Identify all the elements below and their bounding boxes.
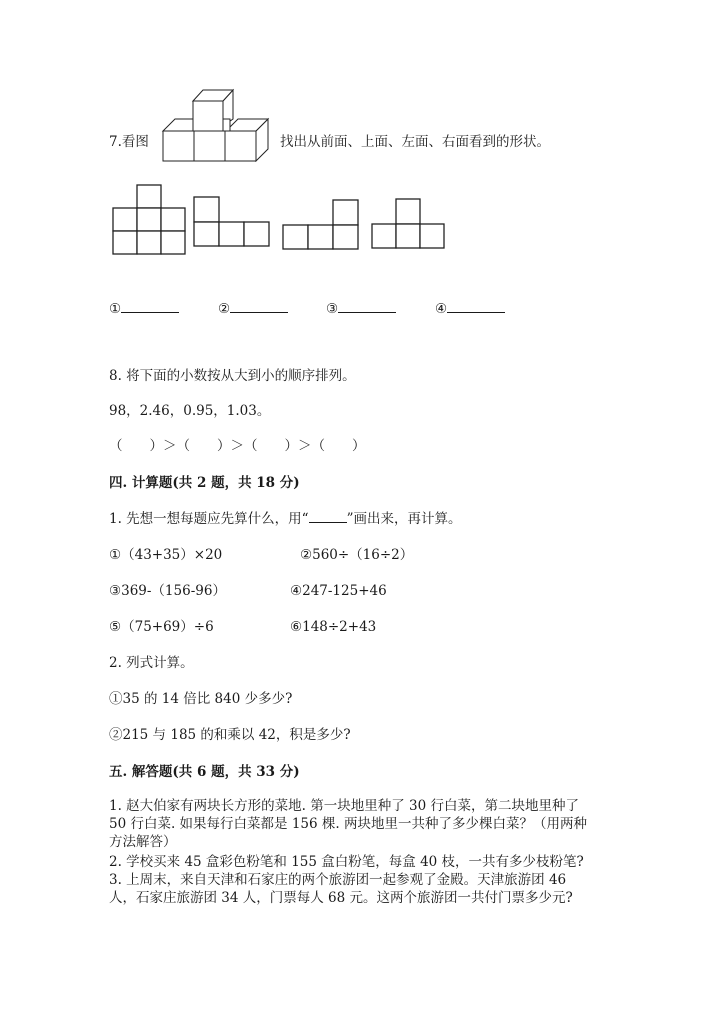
- s4-q2-title: 2. 列式计算。: [109, 655, 194, 671]
- s5-line-4: 2. 学校买来 45 盒彩色粉笔和 155 盒白粉笔，每盒 40 枝，一共有多少枝粉笔?: [109, 854, 584, 870]
- view-option-4-figure: [371, 197, 449, 251]
- view-option-2-figure: [192, 195, 272, 249]
- calc-item-6: ⑥148÷2+43: [290, 619, 377, 635]
- section4-heading: 四. 计算题(共 2 题，共 18 分): [109, 475, 300, 491]
- s5-line-2: 50 行白菜. 如果每行白菜都是 156 棵. 两块地里一共种了多少棵白菜？（用两种: [109, 816, 587, 832]
- q7-answer-3-blank[interactable]: [338, 300, 396, 313]
- s4-q2-item-2: ②215 与 185 的和乘以 42，积是多少?: [109, 727, 351, 743]
- section5-heading: 五. 解答题(共 6 题，共 33 分): [109, 764, 300, 780]
- s4-q1-text-a: 1. 先想一想每题应先算什么，用“: [109, 511, 309, 527]
- calc-item-2: ②560÷（16÷2）: [300, 547, 414, 563]
- q7-answer-2-label: ②: [218, 301, 231, 317]
- q7-answer-2-blank[interactable]: [230, 300, 288, 313]
- s5-line-5: 3. 上周末，来自天津和石家庄的两个旅游团一起参观了金殿。天津旅游团 46: [109, 872, 567, 888]
- view-option-3-figure: [282, 198, 362, 252]
- q8-numbers: 98，2.46，0.95，1.03。: [109, 403, 271, 419]
- q7-answer-4-label: ④: [435, 301, 448, 317]
- calc-item-4: ④247-125+46: [290, 583, 387, 599]
- q7-answer-1-label: ①: [109, 301, 122, 317]
- s5-line-6: 人，石家庄旅游团 34 人，门票每人 68 元。这两个旅游团一共付门票多少元?: [109, 890, 573, 906]
- cube-stack-figure: [160, 86, 276, 162]
- q7-prefix: 看图: [121, 134, 149, 150]
- calc-item-5: ⑤（75+69）÷6: [109, 619, 214, 635]
- s4-q2-item-1: ①35 的 14 倍比 840 少多少?: [109, 691, 293, 707]
- s4-q1-text-b: ”画出来，再计算。: [346, 511, 462, 527]
- s5-line-3: 方法解答）: [109, 834, 177, 850]
- q7-instruction: 找出从前面、上面、左面、右面看到的形状。: [280, 134, 550, 150]
- s4-q1-prompt: [109, 510, 461, 528]
- q8-prompt: 8. 将下面的小数按从大到小的顺序排列。: [109, 368, 356, 384]
- calc-item-1: ①（43+35）×20: [109, 547, 223, 563]
- s4-q1-underline-sample: [309, 512, 347, 523]
- q7-answer-4[interactable]: [435, 300, 505, 318]
- q7-label: [109, 133, 149, 151]
- q7-answer-1[interactable]: [109, 300, 179, 318]
- q7-answer-4-blank[interactable]: [447, 300, 505, 313]
- calc-item-3: ③369-（156-96）: [109, 583, 226, 599]
- view-option-1-figure: [112, 182, 188, 258]
- q7-answer-1-blank[interactable]: [121, 300, 179, 313]
- s5-line-1: 1. 赵大伯家有两块长方形的菜地. 第一块地里种了 30 行白菜，第二块地里种了: [109, 798, 580, 814]
- q7-number: 7.: [109, 134, 122, 150]
- q7-answer-3[interactable]: [326, 300, 396, 318]
- q8-order-blanks[interactable]: （ ）＞（ ）＞（ ）＞（ ）: [109, 438, 366, 454]
- q7-answer-2[interactable]: [218, 300, 288, 318]
- q7-answer-3-label: ③: [326, 301, 339, 317]
